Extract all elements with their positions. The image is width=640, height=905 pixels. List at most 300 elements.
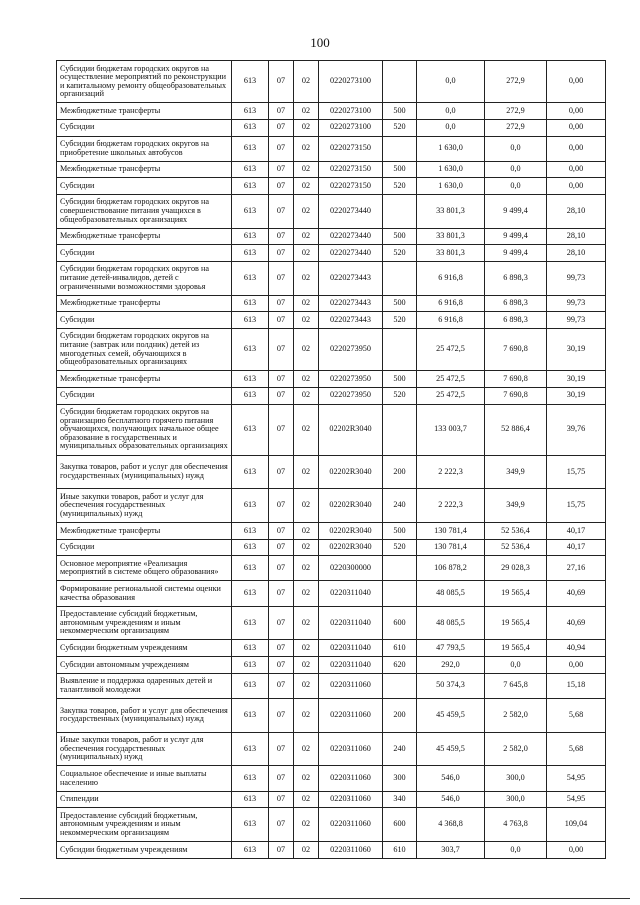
percent-cell: 0,00: [547, 842, 606, 859]
percent-cell: 40,17: [547, 523, 606, 540]
table-row: [57, 371, 606, 388]
actual-amount-cell: 52 536,4: [485, 523, 547, 540]
org-code-cell: 613: [232, 228, 269, 245]
table-row: [57, 673, 606, 698]
percent-cell: 0,00: [547, 178, 606, 195]
org-code-cell: 613: [232, 178, 269, 195]
actual-amount-cell: 0,0: [485, 161, 547, 178]
actual-amount-cell: 0,0: [485, 178, 547, 195]
row-name-cell: Стипендии: [57, 791, 232, 808]
target-code-cell: 0220273950: [319, 328, 383, 370]
target-code-cell: 0220311040: [319, 581, 383, 606]
row-name-cell: Субсидии бюджетам городских округов на организацию бесплатного горячего питания обучающихся, получающих начальное общее образование в государственных и муниципальных образовательных организациях: [57, 404, 232, 455]
target-code-cell: 0220273443: [319, 261, 383, 295]
table-row: [57, 606, 606, 640]
subsection-code-cell: 02: [294, 766, 319, 791]
plan-amount-cell: 25 472,5: [417, 328, 485, 370]
section-code-cell: 07: [269, 328, 294, 370]
row-name-cell: Субсидии: [57, 178, 232, 195]
actual-amount-cell: 272,9: [485, 61, 547, 103]
section-code-cell: 07: [269, 61, 294, 103]
target-code-cell: 0220311060: [319, 791, 383, 808]
percent-cell: 15,75: [547, 455, 606, 489]
expense-type-cell: 240: [383, 489, 417, 523]
table-row: [57, 556, 606, 581]
row-name-cell: Межбюджетные трансферты: [57, 103, 232, 120]
section-code-cell: 07: [269, 673, 294, 698]
expense-type-cell: [383, 556, 417, 581]
target-code-cell: 0220311040: [319, 606, 383, 640]
plan-amount-cell: 48 085,5: [417, 606, 485, 640]
expense-type-cell: 200: [383, 455, 417, 489]
target-code-cell: 0220273440: [319, 194, 383, 228]
actual-amount-cell: 7 690,8: [485, 328, 547, 370]
plan-amount-cell: 2 222,3: [417, 489, 485, 523]
target-code-cell: 0220311040: [319, 657, 383, 674]
target-code-cell: 02202R3040: [319, 489, 383, 523]
section-code-cell: 07: [269, 103, 294, 120]
table-row: [57, 489, 606, 523]
actual-amount-cell: 9 499,4: [485, 228, 547, 245]
target-code-cell: 0220311040: [319, 640, 383, 657]
expense-type-cell: 500: [383, 103, 417, 120]
plan-amount-cell: 48 085,5: [417, 581, 485, 606]
expense-type-cell: 600: [383, 606, 417, 640]
percent-cell: 0,00: [547, 61, 606, 103]
plan-amount-cell: 33 801,3: [417, 245, 485, 262]
plan-amount-cell: 45 459,5: [417, 698, 485, 732]
table-row: [57, 808, 606, 842]
plan-amount-cell: 133 003,7: [417, 404, 485, 455]
section-code-cell: 07: [269, 657, 294, 674]
subsection-code-cell: 02: [294, 371, 319, 388]
percent-cell: 30,19: [547, 387, 606, 404]
org-code-cell: 613: [232, 791, 269, 808]
table-row: [57, 228, 606, 245]
subsection-code-cell: 02: [294, 808, 319, 842]
row-name-cell: Иные закупки товаров, работ и услуг для обеспечения государственных (муниципальных) нужд: [57, 489, 232, 523]
row-name-cell: Закупка товаров, работ и услуг для обеспечения государственных (муниципальных) нужд: [57, 698, 232, 732]
section-code-cell: 07: [269, 136, 294, 161]
percent-cell: 99,73: [547, 312, 606, 329]
target-code-cell: 0220311060: [319, 842, 383, 859]
table-row: [57, 455, 606, 489]
org-code-cell: 613: [232, 556, 269, 581]
percent-cell: 5,68: [547, 732, 606, 766]
target-code-cell: 02202R3040: [319, 539, 383, 556]
plan-amount-cell: 4 368,8: [417, 808, 485, 842]
org-code-cell: 613: [232, 119, 269, 136]
plan-amount-cell: 0,0: [417, 103, 485, 120]
actual-amount-cell: 349,9: [485, 489, 547, 523]
plan-amount-cell: 546,0: [417, 791, 485, 808]
subsection-code-cell: 02: [294, 673, 319, 698]
section-code-cell: 07: [269, 808, 294, 842]
table-row: [57, 119, 606, 136]
subsection-code-cell: 02: [294, 178, 319, 195]
section-code-cell: 07: [269, 387, 294, 404]
actual-amount-cell: 9 499,4: [485, 194, 547, 228]
org-code-cell: 613: [232, 766, 269, 791]
actual-amount-cell: 52 536,4: [485, 539, 547, 556]
table-row: [57, 245, 606, 262]
section-code-cell: 07: [269, 581, 294, 606]
plan-amount-cell: 33 801,3: [417, 228, 485, 245]
target-code-cell: 0220300000: [319, 556, 383, 581]
row-name-cell: Формирование региональной системы оценки качества образования: [57, 581, 232, 606]
subsection-code-cell: 02: [294, 791, 319, 808]
actual-amount-cell: 19 565,4: [485, 581, 547, 606]
table-row: [57, 539, 606, 556]
subsection-code-cell: 02: [294, 119, 319, 136]
percent-cell: 39,76: [547, 404, 606, 455]
expense-type-cell: 340: [383, 791, 417, 808]
section-code-cell: 07: [269, 489, 294, 523]
table-row: [57, 640, 606, 657]
org-code-cell: 613: [232, 523, 269, 540]
org-code-cell: 613: [232, 61, 269, 103]
expense-type-cell: [383, 136, 417, 161]
target-code-cell: 02202R3040: [319, 455, 383, 489]
expense-type-cell: 520: [383, 539, 417, 556]
subsection-code-cell: 02: [294, 539, 319, 556]
expense-type-cell: 520: [383, 119, 417, 136]
subsection-code-cell: 02: [294, 455, 319, 489]
subsection-code-cell: 02: [294, 556, 319, 581]
target-code-cell: 0220273100: [319, 119, 383, 136]
org-code-cell: 613: [232, 387, 269, 404]
row-name-cell: Субсидии: [57, 539, 232, 556]
expense-type-cell: 500: [383, 523, 417, 540]
section-code-cell: 07: [269, 119, 294, 136]
percent-cell: 99,73: [547, 261, 606, 295]
org-code-cell: 613: [232, 295, 269, 312]
percent-cell: 30,19: [547, 371, 606, 388]
plan-amount-cell: 6 916,8: [417, 312, 485, 329]
row-name-cell: Межбюджетные трансферты: [57, 161, 232, 178]
target-code-cell: 02202R3040: [319, 404, 383, 455]
table-body: [57, 61, 606, 859]
plan-amount-cell: 1 630,0: [417, 161, 485, 178]
section-code-cell: 07: [269, 732, 294, 766]
percent-cell: 109,04: [547, 808, 606, 842]
row-name-cell: Субсидии бюджетам городских округов на осуществление мероприятий по реконструкции и капитальному ремонту общеобразовательных организаций: [57, 61, 232, 103]
plan-amount-cell: 0,0: [417, 61, 485, 103]
actual-amount-cell: 29 028,3: [485, 556, 547, 581]
percent-cell: 28,10: [547, 194, 606, 228]
org-code-cell: 613: [232, 606, 269, 640]
section-code-cell: 07: [269, 228, 294, 245]
org-code-cell: 613: [232, 404, 269, 455]
actual-amount-cell: 0,0: [485, 842, 547, 859]
section-code-cell: 07: [269, 842, 294, 859]
subsection-code-cell: 02: [294, 328, 319, 370]
subsection-code-cell: 02: [294, 312, 319, 329]
table-row: [57, 657, 606, 674]
actual-amount-cell: 19 565,4: [485, 640, 547, 657]
expense-type-cell: [383, 328, 417, 370]
table-row: [57, 766, 606, 791]
row-name-cell: Межбюджетные трансферты: [57, 228, 232, 245]
org-code-cell: 613: [232, 657, 269, 674]
percent-cell: 30,19: [547, 328, 606, 370]
plan-amount-cell: 1 630,0: [417, 178, 485, 195]
org-code-cell: 613: [232, 103, 269, 120]
row-name-cell: Межбюджетные трансферты: [57, 523, 232, 540]
subsection-code-cell: 02: [294, 842, 319, 859]
org-code-cell: 613: [232, 455, 269, 489]
subsection-code-cell: 02: [294, 161, 319, 178]
section-code-cell: 07: [269, 698, 294, 732]
table-row: [57, 312, 606, 329]
target-code-cell: 0220311060: [319, 698, 383, 732]
org-code-cell: 613: [232, 245, 269, 262]
plan-amount-cell: 6 916,8: [417, 261, 485, 295]
actual-amount-cell: 300,0: [485, 766, 547, 791]
table-row: [57, 791, 606, 808]
percent-cell: 99,73: [547, 295, 606, 312]
percent-cell: 54,95: [547, 766, 606, 791]
actual-amount-cell: 52 886,4: [485, 404, 547, 455]
target-code-cell: 0220273100: [319, 61, 383, 103]
row-name-cell: Субсидии бюджетам городских округов на приобретение школьных автобусов: [57, 136, 232, 161]
actual-amount-cell: 272,9: [485, 103, 547, 120]
table-row: [57, 261, 606, 295]
org-code-cell: 613: [232, 698, 269, 732]
plan-amount-cell: 25 472,5: [417, 387, 485, 404]
org-code-cell: 613: [232, 136, 269, 161]
row-name-cell: Закупка товаров, работ и услуг для обеспечения государственных (муниципальных) нужд: [57, 455, 232, 489]
org-code-cell: 613: [232, 194, 269, 228]
expense-type-cell: 610: [383, 640, 417, 657]
percent-cell: 40,17: [547, 539, 606, 556]
actual-amount-cell: 7 690,8: [485, 371, 547, 388]
subsection-code-cell: 02: [294, 136, 319, 161]
row-name-cell: Субсидии: [57, 312, 232, 329]
row-name-cell: Основное мероприятие «Реализация мероприятий в системе общего образования»: [57, 556, 232, 581]
plan-amount-cell: 2 222,3: [417, 455, 485, 489]
actual-amount-cell: 0,0: [485, 136, 547, 161]
table-row: [57, 387, 606, 404]
row-name-cell: Субсидии бюджетным учреждениям: [57, 640, 232, 657]
expense-type-cell: [383, 581, 417, 606]
plan-amount-cell: 45 459,5: [417, 732, 485, 766]
actual-amount-cell: 2 582,0: [485, 698, 547, 732]
plan-amount-cell: 303,7: [417, 842, 485, 859]
percent-cell: 0,00: [547, 103, 606, 120]
plan-amount-cell: 6 916,8: [417, 295, 485, 312]
subsection-code-cell: 02: [294, 732, 319, 766]
table-row: [57, 698, 606, 732]
percent-cell: 15,75: [547, 489, 606, 523]
section-code-cell: 07: [269, 539, 294, 556]
percent-cell: 54,95: [547, 791, 606, 808]
subsection-code-cell: 02: [294, 61, 319, 103]
org-code-cell: 613: [232, 842, 269, 859]
org-code-cell: 613: [232, 312, 269, 329]
target-code-cell: 0220311060: [319, 766, 383, 791]
table-row: [57, 136, 606, 161]
target-code-cell: 02202R3040: [319, 523, 383, 540]
subsection-code-cell: 02: [294, 581, 319, 606]
table-row: [57, 523, 606, 540]
table-row: [57, 178, 606, 195]
footer-rule: [20, 898, 630, 899]
percent-cell: 0,00: [547, 136, 606, 161]
expense-type-cell: 500: [383, 228, 417, 245]
expense-type-cell: 520: [383, 387, 417, 404]
section-code-cell: 07: [269, 766, 294, 791]
actual-amount-cell: 6 898,3: [485, 295, 547, 312]
percent-cell: 27,16: [547, 556, 606, 581]
target-code-cell: 0220273100: [319, 103, 383, 120]
target-code-cell: 0220311060: [319, 808, 383, 842]
table-row: [57, 842, 606, 859]
subsection-code-cell: 02: [294, 523, 319, 540]
actual-amount-cell: 19 565,4: [485, 606, 547, 640]
expense-type-cell: 240: [383, 732, 417, 766]
section-code-cell: 07: [269, 371, 294, 388]
table-row: [57, 732, 606, 766]
row-name-cell: Субсидии автономным учреждениям: [57, 657, 232, 674]
actual-amount-cell: 6 898,3: [485, 312, 547, 329]
target-code-cell: 0220273443: [319, 295, 383, 312]
row-name-cell: Субсидии: [57, 245, 232, 262]
org-code-cell: 613: [232, 489, 269, 523]
expense-type-cell: 300: [383, 766, 417, 791]
percent-cell: 40,69: [547, 606, 606, 640]
subsection-code-cell: 02: [294, 194, 319, 228]
row-name-cell: Иные закупки товаров, работ и услуг для обеспечения государственных (муниципальных) нужд: [57, 732, 232, 766]
row-name-cell: Межбюджетные трансферты: [57, 371, 232, 388]
percent-cell: 28,10: [547, 228, 606, 245]
subsection-code-cell: 02: [294, 404, 319, 455]
page-number: 100: [310, 35, 330, 50]
section-code-cell: 07: [269, 523, 294, 540]
plan-amount-cell: 50 374,3: [417, 673, 485, 698]
actual-amount-cell: 9 499,4: [485, 245, 547, 262]
percent-cell: 0,00: [547, 119, 606, 136]
expense-type-cell: 520: [383, 178, 417, 195]
section-code-cell: 07: [269, 161, 294, 178]
row-name-cell: Предоставление субсидий бюджетным, автономным учреждениям и иным некоммерческим организациям: [57, 808, 232, 842]
percent-cell: 0,00: [547, 657, 606, 674]
target-code-cell: 0220311060: [319, 732, 383, 766]
org-code-cell: 613: [232, 261, 269, 295]
subsection-code-cell: 02: [294, 387, 319, 404]
percent-cell: 40,69: [547, 581, 606, 606]
subsection-code-cell: 02: [294, 228, 319, 245]
org-code-cell: 613: [232, 673, 269, 698]
expense-type-cell: [383, 194, 417, 228]
org-code-cell: 613: [232, 161, 269, 178]
subsection-code-cell: 02: [294, 261, 319, 295]
target-code-cell: 0220311060: [319, 673, 383, 698]
target-code-cell: 0220273440: [319, 245, 383, 262]
plan-amount-cell: 106 878,2: [417, 556, 485, 581]
expense-type-cell: [383, 404, 417, 455]
expense-type-cell: 610: [383, 842, 417, 859]
section-code-cell: 07: [269, 791, 294, 808]
org-code-cell: 613: [232, 371, 269, 388]
percent-cell: 28,10: [547, 245, 606, 262]
percent-cell: 5,68: [547, 698, 606, 732]
expense-type-cell: 600: [383, 808, 417, 842]
org-code-cell: 613: [232, 581, 269, 606]
target-code-cell: 0220273950: [319, 387, 383, 404]
target-code-cell: 0220273150: [319, 178, 383, 195]
plan-amount-cell: 33 801,3: [417, 194, 485, 228]
actual-amount-cell: 349,9: [485, 455, 547, 489]
org-code-cell: 613: [232, 539, 269, 556]
table-row: [57, 404, 606, 455]
table-row: [57, 328, 606, 370]
section-code-cell: 07: [269, 404, 294, 455]
row-name-cell: Субсидии бюджетным учреждениям: [57, 842, 232, 859]
subsection-code-cell: 02: [294, 489, 319, 523]
org-code-cell: 613: [232, 732, 269, 766]
subsection-code-cell: 02: [294, 103, 319, 120]
row-name-cell: Субсидии бюджетам городских округов на питание детей-инвалидов, детей с ограниченными возможностями здоровья: [57, 261, 232, 295]
target-code-cell: 0220273950: [319, 371, 383, 388]
percent-cell: 15,18: [547, 673, 606, 698]
row-name-cell: Субсидии бюджетам городских округов на совершенствование питания учащихся в общеобразовательных организациях: [57, 194, 232, 228]
plan-amount-cell: 130 781,4: [417, 539, 485, 556]
org-code-cell: 613: [232, 640, 269, 657]
row-name-cell: Межбюджетные трансферты: [57, 295, 232, 312]
expense-type-cell: 500: [383, 295, 417, 312]
percent-cell: 40,94: [547, 640, 606, 657]
actual-amount-cell: 2 582,0: [485, 732, 547, 766]
subsection-code-cell: 02: [294, 657, 319, 674]
expense-type-cell: 500: [383, 371, 417, 388]
section-code-cell: 07: [269, 194, 294, 228]
section-code-cell: 07: [269, 606, 294, 640]
percent-cell: 0,00: [547, 161, 606, 178]
section-code-cell: 07: [269, 261, 294, 295]
table-row: [57, 103, 606, 120]
section-code-cell: 07: [269, 312, 294, 329]
table-row: [57, 61, 606, 103]
subsection-code-cell: 02: [294, 606, 319, 640]
row-name-cell: Социальное обеспечение и иные выплаты населению: [57, 766, 232, 791]
expense-type-cell: [383, 61, 417, 103]
expense-type-cell: 520: [383, 245, 417, 262]
target-code-cell: 0220273150: [319, 136, 383, 161]
budget-table: [56, 60, 606, 859]
row-name-cell: Предоставление субсидий бюджетным, автономным учреждениям и иным некоммерческим организациям: [57, 606, 232, 640]
plan-amount-cell: 47 793,5: [417, 640, 485, 657]
actual-amount-cell: 6 898,3: [485, 261, 547, 295]
row-name-cell: Субсидии: [57, 119, 232, 136]
plan-amount-cell: 1 630,0: [417, 136, 485, 161]
expense-type-cell: 200: [383, 698, 417, 732]
plan-amount-cell: 0,0: [417, 119, 485, 136]
section-code-cell: 07: [269, 295, 294, 312]
table-row: [57, 581, 606, 606]
plan-amount-cell: 25 472,5: [417, 371, 485, 388]
actual-amount-cell: 300,0: [485, 791, 547, 808]
plan-amount-cell: 292,0: [417, 657, 485, 674]
target-code-cell: 0220273440: [319, 228, 383, 245]
subsection-code-cell: 02: [294, 295, 319, 312]
expense-type-cell: 500: [383, 161, 417, 178]
subsection-code-cell: 02: [294, 245, 319, 262]
target-code-cell: 0220273443: [319, 312, 383, 329]
expense-type-cell: 620: [383, 657, 417, 674]
expense-type-cell: [383, 261, 417, 295]
table-row: [57, 194, 606, 228]
